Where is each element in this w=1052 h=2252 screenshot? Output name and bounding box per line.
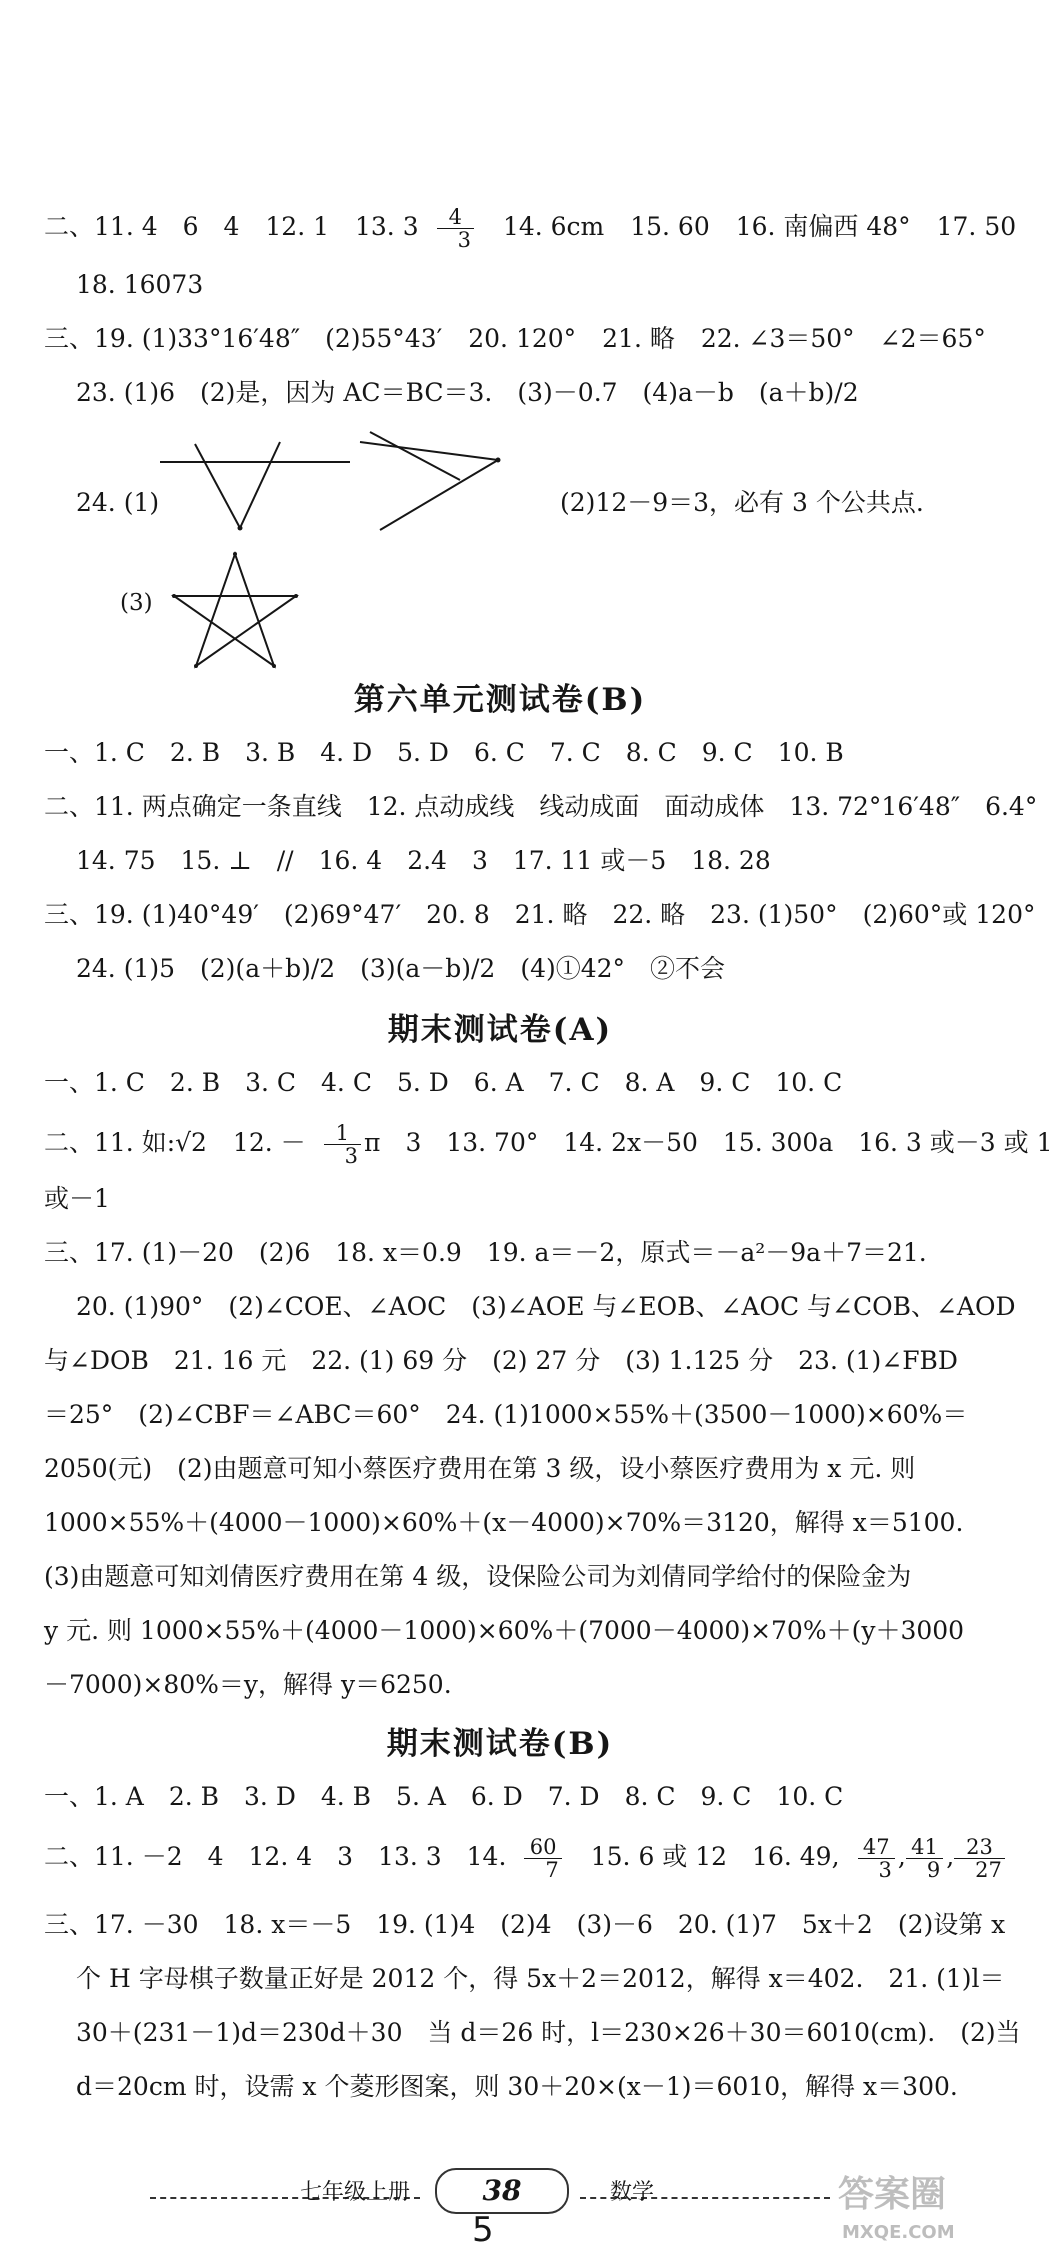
top-line-4: 23. (1)6 (2)是，因为 AC＝BC＝3. (3)－0.7 (4)a－b (a＋b)/2: [76, 378, 859, 407]
answer-24-label: 24. (1): [76, 488, 160, 517]
fraction: $\frac{60}{7}$: [524, 1836, 561, 1881]
intersecting-lines-figure-2: [360, 430, 510, 540]
section-title: 第六单元测试卷(B): [353, 682, 647, 718]
answer-line: 24. (1)5 (2)(a＋b)/2 (3)(a－b)/2 (4)①42° ②不会: [76, 954, 726, 983]
answer-line: 三、17. (1)－20 (2)6 18. x＝0.9 19. a＝－2，原式＝－a²－9a＋7＝21.: [44, 1238, 927, 1267]
handwritten-mark: 5: [472, 2210, 494, 2250]
footer-grade: 七年级上册: [300, 2180, 411, 2205]
answer-line: 一、1. C 2. B 3. B 4. D 5. D 6. C 7. C 8. C 9. C 10. B: [44, 738, 844, 767]
star-point: [294, 594, 298, 598]
answer-line: 三、19. (1)40°49′ (2)69°47′ 20. 8 21. 略 22. 略 23. (1)50° (2)60°或 120°: [44, 900, 1036, 929]
answer-13: 13. 3 $\frac{4}{3}$: [355, 212, 477, 241]
answer-15: 15. 60: [630, 212, 710, 241]
answer-line: 三、17. －30 18. x＝－5 19. (1)4 (2)4 (3)－6 20. (1)7 5x＋2 (2)设第 x: [44, 1910, 1006, 1939]
section-title: 期末测试卷(A): [387, 1012, 613, 1048]
star-point: [233, 552, 237, 556]
answer-line: 2050(元) (2)由题意可知小蔡医疗费用在第 3 级，设小蔡医疗费用为 x 元. 则: [44, 1454, 916, 1483]
fraction: $\frac{4}{3}$: [437, 206, 474, 251]
answer-21: 21. 略: [602, 324, 675, 353]
fraction: $\frac{23}{27}$: [954, 1836, 1005, 1881]
star-lines: [174, 554, 296, 666]
five-lines-star-figure: [150, 552, 320, 672]
answer-text: π 3 13. 70° 14. 2x－50 15. 300a 16. 3 或－3 或 1: [364, 1128, 1052, 1157]
watermark-logo: 答案圈: [838, 2174, 947, 2215]
answer-line: 一、1. C 2. B 3. C 4. C 5. D 6. A 7. C 8. A 9. C 10. C: [44, 1068, 843, 1097]
answer-22: 22. ∠3＝50° ∠2＝65°: [700, 324, 986, 353]
vertex-point: [496, 458, 501, 463]
answer-line-fraction: [44, 1121, 1052, 1168]
answer-line: 1000×55%＋(4000－1000)×60%＋(x－4000)×70%＝3120，解得 x＝5100.: [44, 1508, 964, 1537]
top-line-1: [44, 205, 1017, 252]
answer-line: －7000)×80%＝y，解得 y＝6250.: [44, 1670, 452, 1699]
answer-line: 个 H 字母棋子数量正好是 2012 个，得 5x＋2＝2012，解得 x＝402. 21. (1)l＝: [76, 1964, 1005, 1993]
answer-11: 11. 4 6 4: [94, 212, 240, 241]
top-line-2: 18. 16073: [76, 270, 204, 299]
answer-line: 20. (1)90° (2)∠COE、∠AOC (3)∠AOE 与∠EOB、∠AOC 与∠COB、∠AOD: [76, 1292, 1016, 1321]
top-line-3: [44, 320, 986, 358]
answer-line: y 元. 则 1000×55%＋(4000－1000)×60%＋(7000－4000)×70%＋(y＋3000: [44, 1616, 965, 1645]
answer-12: 12. 1: [265, 212, 330, 241]
footer-subject: 数学: [610, 2180, 655, 2205]
answer-line: 二、11. 两点确定一条直线 12. 点动成线 线动成面 面动成体 13. 72°16′48″ 6.4°: [44, 792, 1038, 821]
answer-line: ＝25° (2)∠CBF＝∠ABC＝60° 24. (1)1000×55%＋(3500－1000)×60%＝: [44, 1400, 968, 1429]
answer-14: 14. 6cm: [502, 212, 605, 241]
answer-text: 二、11. 如:√2: [44, 1128, 207, 1157]
line-right-diagonal: [240, 442, 280, 528]
line-lower-diagonal: [380, 460, 498, 530]
intersecting-lines-figure-1: [160, 436, 350, 536]
answer-24-part3-label: (3): [120, 590, 153, 616]
answer-line: d＝20cm 时，设需 x 个菱形图案，则 30＋20×(x－1)＝6010，解得 x＝300.: [76, 2072, 958, 2101]
answer-line: 30＋(231－1)d＝230d＋30 当 d＝26 时，l＝230×26＋30＝6010(cm). (2)当: [76, 2018, 1021, 2047]
page-number-badge: 38: [435, 2168, 569, 2214]
answer-text: 二、11. －2 4 12. 4 3 13. 3 14.: [44, 1842, 507, 1871]
vertex-point: [238, 526, 243, 531]
watermark-url: MXQE.COM: [842, 2222, 955, 2243]
line-top: [360, 442, 498, 460]
line-left-diagonal: [195, 444, 240, 528]
answer-20: 20. 120°: [468, 324, 577, 353]
answer-line: 或－1: [44, 1184, 110, 1213]
answer-19: 19. (1)33°16′48″ (2)55°43′: [94, 324, 443, 353]
star-point: [172, 594, 176, 598]
fraction: $\frac{47}{3}$: [858, 1836, 895, 1881]
answer-text: 15. 6 或 12 16. 49,: [590, 1842, 840, 1871]
answer-12: 12. － $\frac{1}{3}$: [233, 1128, 364, 1157]
answer-16: 16. 南偏西 48°: [735, 212, 911, 241]
answer-line: (3)由题意可知刘倩医疗费用在第 4 级，设保险公司为刘倩同学给付的保险金为: [44, 1562, 912, 1591]
answer-17: 17. 50: [936, 212, 1017, 241]
section-prefix: 三、: [44, 324, 95, 353]
section-title: 期末测试卷(B): [386, 1726, 614, 1762]
answer-line: 14. 75 15. ⊥ // 16. 4 2.4 3 17. 11 或－5 18. 28: [76, 846, 771, 875]
line-upper-diagonal: [370, 432, 460, 480]
answer-line: 与∠DOB 21. 16 元 22. (1) 69 分 (2) 27 分 (3) 1.125 分 23. (1)∠FBD: [44, 1346, 958, 1375]
fraction: $\frac{1}{3}$: [324, 1122, 361, 1167]
answer-line: 一、1. A 2. B 3. D 4. B 5. A 6. D 7. D 8. C 9. C 10. C: [44, 1782, 844, 1811]
answer-line-fraction: 二、11. －2 4 12. 4 3 13. 3 14. $\frac{60}{7}$ 15. 6 或 12 16. 49, $\frac{47}{3}$ , $\frac{41}{9}$ , $\frac{23}{27}$: [44, 1836, 956, 1881]
star-point: [194, 664, 198, 668]
fraction: $\frac{41}{9}$: [906, 1836, 943, 1881]
section-prefix: 二、: [44, 212, 95, 241]
answer-24-part2: (2)12－9＝3，必有 3 个公共点.: [560, 488, 924, 517]
star-point: [272, 664, 276, 668]
